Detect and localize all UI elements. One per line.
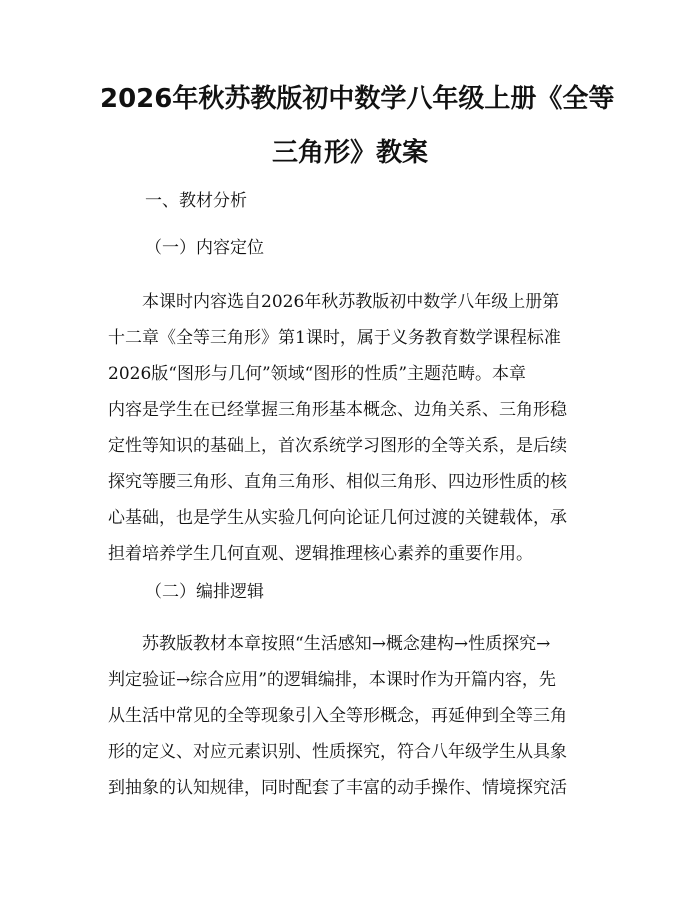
paragraph-line: 从生活中常见的全等现象引入全等形概念，再延伸到全等三角 xyxy=(108,706,567,726)
document-title-line-2: 三角形》教案 xyxy=(271,138,428,168)
paragraph-line: 到抽象的认知规律，同时配套了丰富的动手操作、情境探究活 xyxy=(108,778,567,798)
paragraph-line: 苏教版教材本章按照“生活感知→概念建构→性质探究→ xyxy=(142,634,551,654)
paragraph-line: 心基础，也是学生从实验几何向论证几何过渡的关键载体，承 xyxy=(108,508,567,528)
paragraph-line: 担着培养学生几何直观、逻辑推理核心素养的重要作用。 xyxy=(108,544,533,564)
subsection-heading-arrangement-logic: （二）编排逻辑 xyxy=(145,582,264,602)
paragraph-line: 十二章《全等三角形》第1课时，属于义务教育数学课程标准 xyxy=(108,328,561,348)
section-heading-textbook-analysis: 一、教材分析 xyxy=(145,191,247,211)
subsection-heading-content-positioning: （一）内容定位 xyxy=(145,238,264,258)
paragraph-line: 2026版“图形与几何”领域“图形的性质”主题范畴。本章 xyxy=(108,364,527,384)
paragraph-line: 本课时内容选自2026年秋苏教版初中数学八年级上册第 xyxy=(142,292,560,312)
paragraph-line: 定性等知识的基础上，首次系统学习图形的全等关系，是后续 xyxy=(108,436,567,456)
paragraph-content-positioning xyxy=(108,284,608,572)
paragraph-line: 内容是学生在已经掌握三角形基本概念、边角关系、三角形稳 xyxy=(108,400,567,420)
paragraph-line: 探究等腰三角形、直角三角形、相似三角形、四边形性质的核 xyxy=(108,472,567,492)
document-title-line-1: 2026年秋苏教版初中数学八年级上册《全等 xyxy=(100,84,615,114)
paragraph-line: 形的定义、对应元素识别、性质探究，符合八年级学生从具象 xyxy=(108,742,567,762)
paragraph-arrangement-logic xyxy=(108,626,608,806)
paragraph-line: 判定验证→综合应用”的逻辑编排，本课时作为开篇内容，先 xyxy=(108,670,556,690)
